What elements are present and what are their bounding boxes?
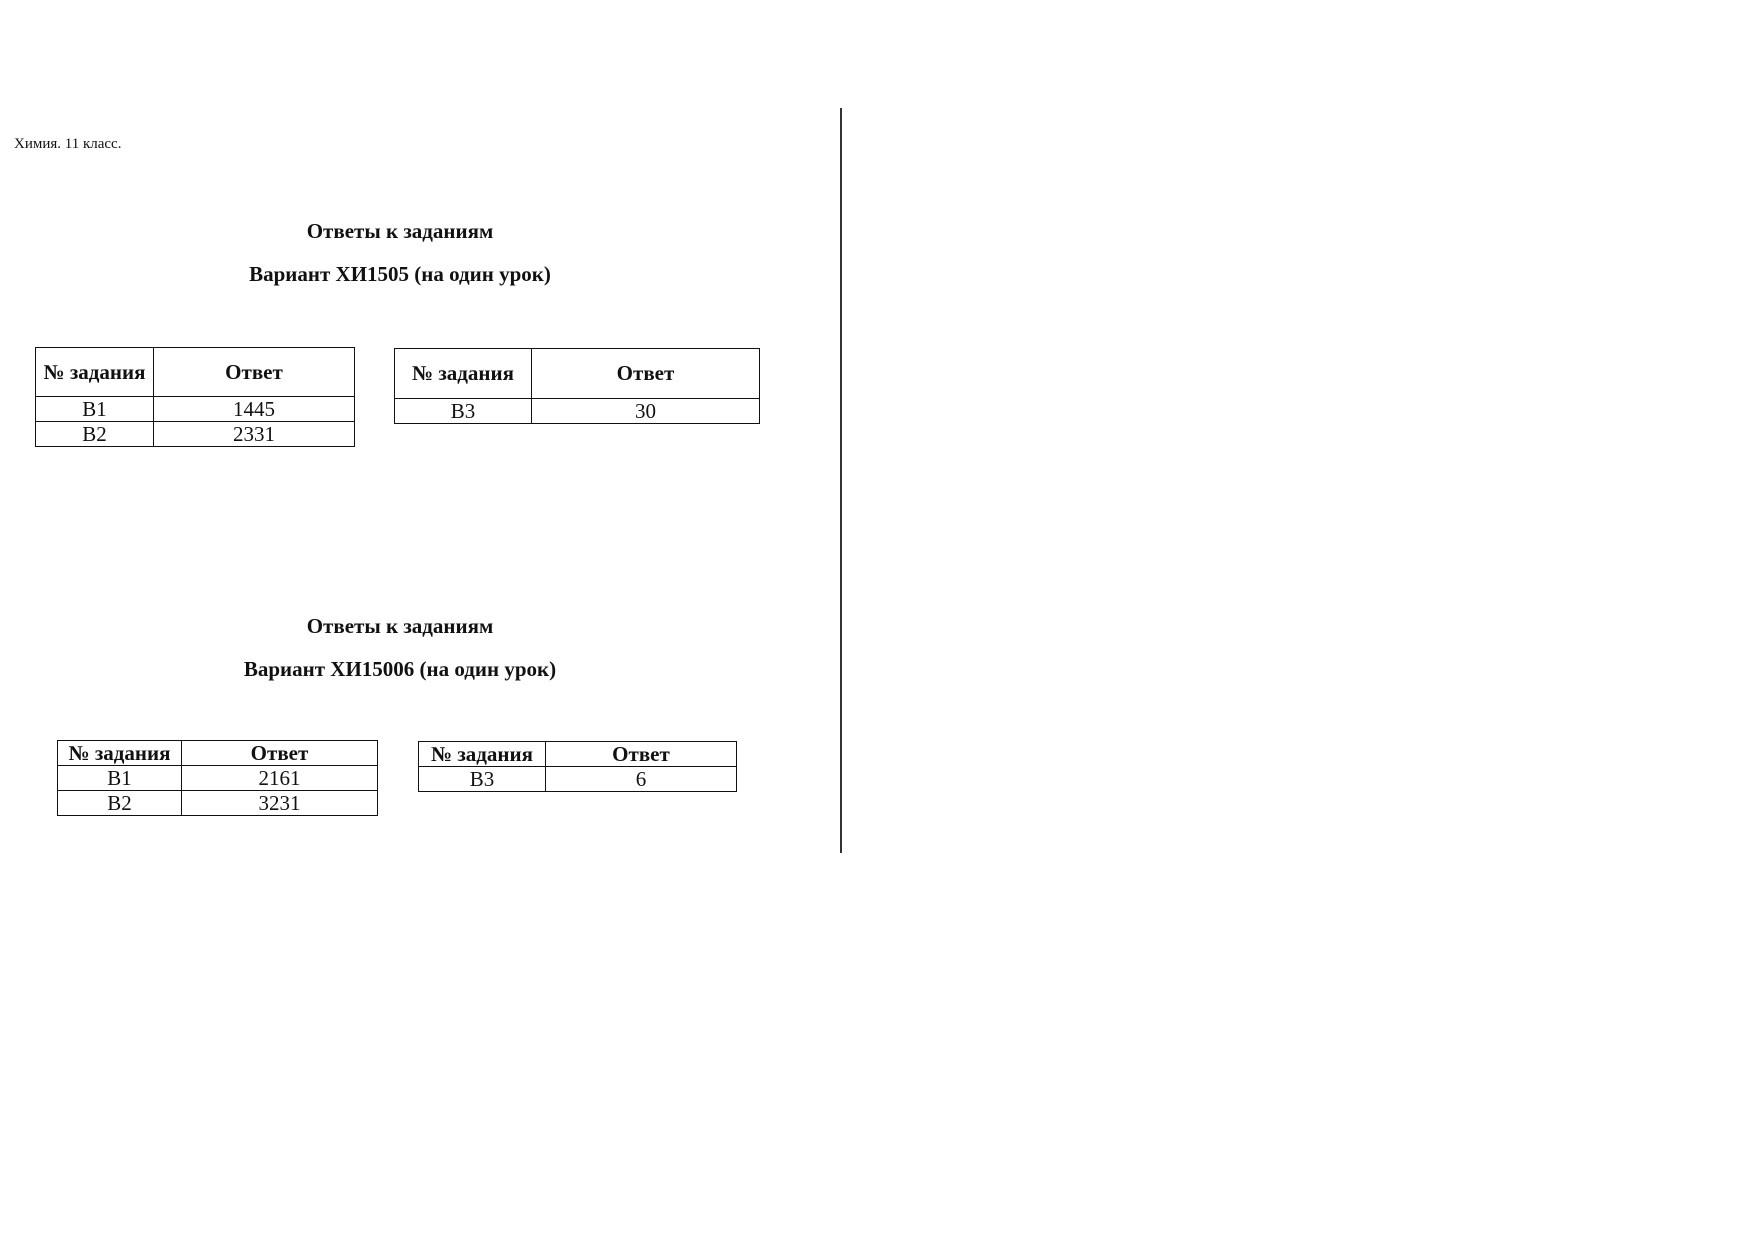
answers-table-right — [394, 348, 760, 424]
answer-cell: 2331 — [154, 422, 355, 447]
column-header-answer: Ответ — [546, 742, 737, 767]
answer-cell: 30 — [532, 399, 760, 424]
answer-cell: 3231 — [182, 791, 378, 816]
table-row — [419, 767, 737, 792]
table-row — [58, 766, 378, 791]
answer-cell: 1445 — [154, 397, 355, 422]
table-row — [395, 399, 760, 424]
table-header-row — [58, 741, 378, 766]
column-header-task-number: № задания — [58, 741, 182, 766]
vertical-divider — [840, 108, 842, 853]
table-row — [36, 422, 355, 447]
task-number-cell: B1 — [36, 397, 154, 422]
task-number-cell: B1 — [58, 766, 182, 791]
task-number-cell: B2 — [36, 422, 154, 447]
variant-title: Вариант ХИ1505 (на один урок) — [249, 262, 551, 286]
table-header-row — [395, 349, 760, 399]
section-title: Ответы к заданиям — [306, 614, 494, 638]
task-number-cell: B2 — [58, 791, 182, 816]
task-number-cell: B3 — [419, 767, 546, 792]
table-row — [58, 791, 378, 816]
section-title: Ответы к заданиям — [306, 219, 494, 243]
answer-cell: 2161 — [182, 766, 378, 791]
table-header-row — [419, 742, 737, 767]
answers-table-left — [35, 347, 355, 447]
answers-table-left — [57, 740, 378, 816]
table-header-row — [36, 348, 355, 397]
table-row — [36, 397, 355, 422]
task-number-cell: B3 — [395, 399, 532, 424]
answer-cell: 6 — [546, 767, 737, 792]
column-header-answer: Ответ — [182, 741, 378, 766]
header-note: Химия. 11 класс. — [14, 136, 122, 152]
variant-title: Вариант ХИ15006 (на один урок) — [243, 657, 557, 681]
column-header-task-number: № задания — [395, 349, 532, 399]
column-header-answer: Ответ — [154, 348, 355, 397]
answers-table-right — [418, 741, 737, 792]
column-header-task-number: № задания — [419, 742, 546, 767]
column-header-answer: Ответ — [532, 349, 760, 399]
column-header-task-number: № задания — [36, 348, 154, 397]
